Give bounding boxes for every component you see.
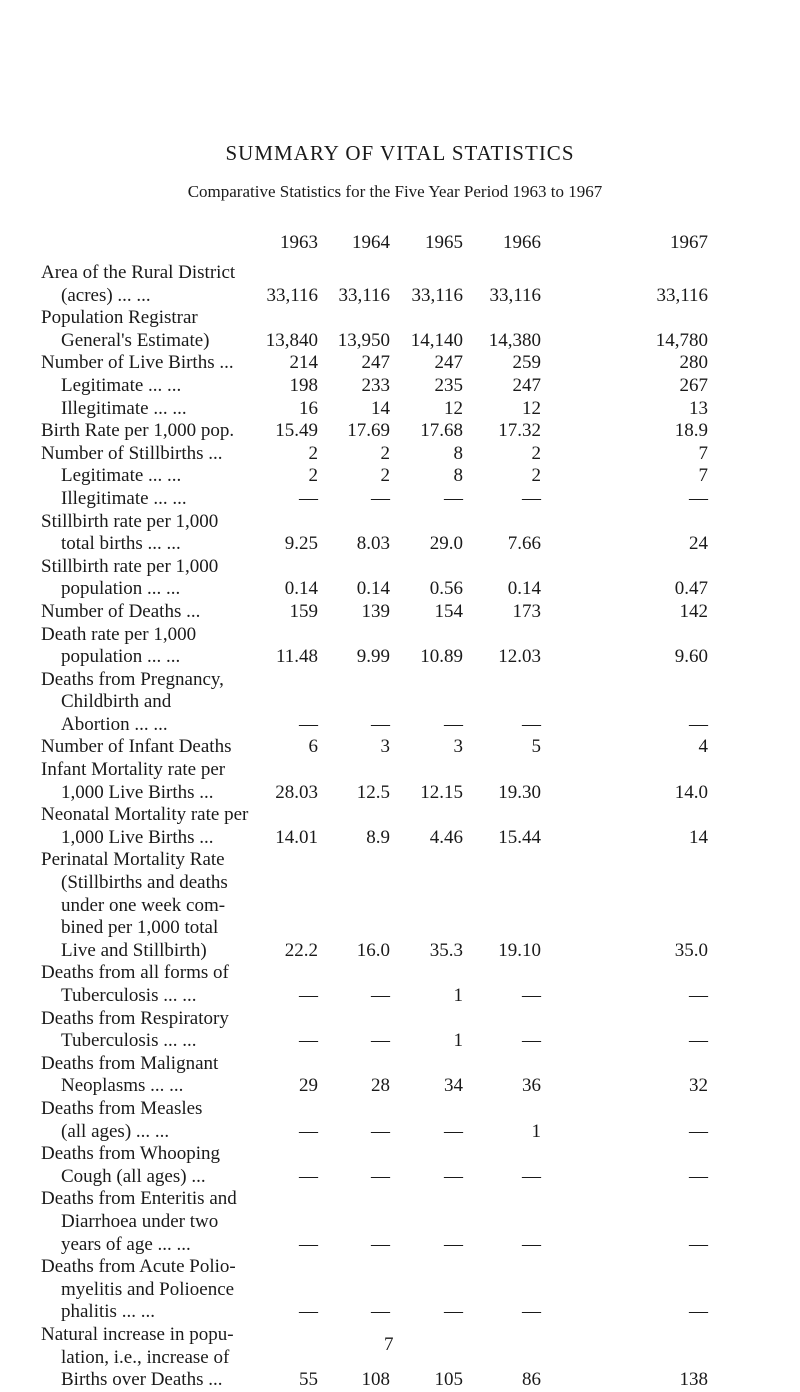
row-label-line: Deaths from Acute Polio- (41, 1256, 236, 1278)
cell-value: 32 (689, 1075, 708, 1097)
row-label-line: 1,000 Live Births ... (61, 781, 214, 803)
cell-value: 19.10 (498, 939, 541, 961)
row-label-line: Stillbirth rate per 1,000 (41, 555, 219, 577)
table-row (0, 601, 800, 624)
cell-value: — (522, 985, 541, 1006)
cell-value: — (522, 1233, 541, 1255)
table-row (0, 443, 800, 466)
row-label-line: population ... ... (61, 646, 181, 668)
cell-value: 17.68 (420, 420, 463, 442)
table-row (0, 849, 800, 962)
cell-value: 14.01 (275, 826, 318, 848)
cell-value: 35.0 (674, 939, 708, 961)
cell-value: — (299, 985, 318, 1006)
cell-value: 267 (679, 374, 708, 396)
cell-value: 15.49 (275, 420, 318, 442)
cell-value: 16 (299, 397, 318, 419)
year-header: 1966 (503, 232, 541, 253)
cell-value: 19.30 (498, 781, 541, 803)
cell-value: 14,140 (410, 329, 463, 351)
cell-value: 12 (444, 397, 463, 419)
cell-value: 159 (289, 600, 318, 622)
cell-value: 12.5 (356, 781, 390, 803)
table-row (0, 962, 800, 1007)
cell-value: 0.14 (284, 578, 318, 600)
cell-value: — (522, 487, 541, 509)
row-label-line: Death rate per 1,000 (41, 623, 197, 645)
cell-value: 17.69 (347, 420, 390, 442)
row-label-line: bined per 1,000 total (61, 917, 219, 939)
cell-value: 2 (380, 465, 390, 487)
cell-value: — (371, 713, 390, 735)
cell-value: — (522, 1301, 541, 1323)
year-header: 1964 (352, 232, 390, 253)
row-label-line: Legitimate ... ... (61, 374, 182, 396)
cell-value: 10.89 (420, 646, 463, 668)
cell-value: 280 (679, 352, 708, 374)
table-row (0, 420, 800, 443)
cell-value: 8.9 (366, 826, 390, 848)
cell-value: — (371, 1165, 390, 1187)
cell-value: — (522, 1030, 541, 1052)
cell-value: 1 (453, 1030, 463, 1052)
cell-value: 24 (689, 533, 708, 555)
row-label-line: Area of the Rural District (41, 262, 236, 283)
cell-value: 33,116 (338, 284, 390, 306)
cell-value: 6 (308, 736, 318, 758)
cell-value: 3 (453, 736, 463, 758)
row-label-line: Natural increase in popu- (41, 1323, 234, 1345)
cell-value: 8 (453, 442, 463, 464)
cell-value: 14 (371, 397, 390, 419)
cell-value: 12 (522, 397, 541, 419)
table-row (0, 1188, 800, 1256)
cell-value: — (371, 487, 390, 509)
cell-value: 2 (531, 442, 541, 464)
cell-value: 198 (289, 374, 318, 396)
cell-value: — (299, 1165, 318, 1187)
table-row (0, 307, 800, 352)
cell-value: 1 (453, 985, 463, 1006)
table-row (0, 1256, 800, 1324)
cell-value: — (522, 713, 541, 735)
cell-value: 142 (679, 600, 708, 622)
table-row (0, 1008, 800, 1053)
cell-value: 139 (361, 600, 390, 622)
cell-value: 13 (689, 397, 708, 419)
cell-value: 233 (361, 374, 390, 396)
row-label-line: Number of Infant Deaths (41, 736, 232, 758)
cell-value: — (444, 487, 463, 509)
row-label-line: Birth Rate per 1,000 pop. (41, 420, 235, 442)
cell-value: 3 (380, 736, 390, 758)
cell-value: 33,116 (411, 284, 463, 306)
cell-value: 28.03 (275, 781, 318, 803)
row-label-line: Deaths from Malignant (41, 1052, 219, 1074)
cell-value: — (371, 1120, 390, 1142)
table-row (0, 669, 800, 737)
cell-value: — (444, 1233, 463, 1255)
cell-value: 5 (531, 736, 541, 758)
row-label-line: lation, i.e., increase of (61, 1346, 230, 1368)
cell-value: — (299, 1030, 318, 1052)
row-label-line: Births over Deaths ... (61, 1369, 223, 1391)
cell-value: — (299, 713, 318, 735)
cell-value: — (299, 1120, 318, 1142)
row-label-line: Deaths from Enteritis and (41, 1188, 237, 1210)
cell-value: 29.0 (429, 533, 463, 555)
table-row (0, 465, 800, 488)
row-label-line: under one week com- (61, 894, 226, 916)
cell-value: 154 (434, 600, 463, 622)
cell-value: 13,950 (337, 329, 390, 351)
cell-value: 1 (531, 1120, 541, 1142)
cell-value: 14.0 (674, 781, 708, 803)
cell-value: 36 (522, 1075, 541, 1097)
row-label-line: Illegitimate ... ... (61, 397, 187, 419)
cell-value: 8 (453, 465, 463, 487)
cell-value: 14,380 (488, 329, 541, 351)
cell-value: 214 (289, 352, 318, 374)
cell-value: — (689, 1233, 708, 1255)
cell-value: 55 (299, 1369, 318, 1391)
cell-value: 4.46 (429, 826, 463, 848)
cell-value: 4 (698, 736, 708, 758)
row-label-line: Neonatal Mortality rate per (41, 804, 249, 826)
row-label-line: (all ages) ... ... (61, 1120, 170, 1142)
row-label-line: General's Estimate) (61, 329, 210, 351)
cell-value: 0.47 (674, 578, 708, 600)
vital-statistics-table (0, 232, 800, 1392)
cell-value: — (444, 1165, 463, 1187)
table-row (0, 262, 800, 307)
row-label-line: Deaths from Respiratory (41, 1007, 229, 1029)
table-row (0, 804, 800, 849)
cell-value: — (522, 1165, 541, 1187)
row-label-line: 1,000 Live Births ... (61, 826, 214, 848)
page-title: SUMMARY OF VITAL STATISTICS (225, 141, 575, 165)
cell-value: 7.66 (507, 533, 541, 555)
cell-value: 247 (361, 352, 390, 374)
cell-value: — (444, 1120, 463, 1142)
cell-value: 18.9 (674, 420, 708, 442)
cell-value: — (299, 1301, 318, 1323)
cell-value: 247 (434, 352, 463, 374)
row-label-line: phalitis ... ... (61, 1301, 155, 1323)
cell-value: 0.14 (507, 578, 541, 600)
cell-value: 173 (512, 600, 541, 622)
cell-value: 2 (531, 465, 541, 487)
row-label-line: Neoplasms ... ... (61, 1075, 184, 1097)
row-label-line: Tuberculosis ... ... (61, 985, 197, 1006)
row-label-line: Abortion ... ... (61, 713, 168, 735)
row-label-line: Number of Stillbirths ... (41, 442, 223, 464)
table-row (0, 488, 800, 511)
table-row (0, 352, 800, 375)
cell-value: — (689, 1030, 708, 1052)
table-row (0, 556, 800, 601)
cell-value: — (444, 713, 463, 735)
cell-value: — (371, 1233, 390, 1255)
year-header: 1967 (670, 232, 708, 253)
cell-value: 138 (679, 1369, 708, 1391)
row-label-line: Illegitimate ... ... (61, 487, 187, 509)
row-label-line: Tuberculosis ... ... (61, 1030, 197, 1052)
table-row (0, 1053, 800, 1098)
cell-value: — (689, 985, 708, 1006)
row-label-line: Deaths from Measles (41, 1097, 203, 1119)
page-subtitle: Comparative Statistics for the Five Year Period 1963 to 1967 (187, 182, 603, 201)
row-label-line: Deaths from all forms of (41, 962, 229, 984)
row-label-line: myelitis and Polioence (61, 1278, 235, 1300)
row-label-line: Population Registrar (41, 307, 198, 329)
cell-value: 9.99 (356, 646, 390, 668)
table-row (0, 511, 800, 556)
cell-value: 14 (689, 826, 708, 848)
cell-value: — (371, 985, 390, 1006)
row-label-line: Number of Deaths ... (41, 600, 201, 622)
cell-value: 12.15 (420, 781, 463, 803)
cell-value: 12.03 (498, 646, 541, 668)
table-row (0, 759, 800, 804)
table-row (0, 1098, 800, 1143)
page-number: 7 (384, 1334, 394, 1355)
cell-value: 235 (434, 374, 463, 396)
table-row (0, 736, 800, 759)
cell-value: — (444, 1301, 463, 1323)
table-row (0, 398, 800, 421)
cell-value: 33,116 (489, 284, 541, 306)
cell-value: 7 (698, 442, 708, 464)
row-label-line: Childbirth and (61, 691, 172, 713)
cell-value: 2 (380, 442, 390, 464)
cell-value: 105 (434, 1369, 463, 1391)
cell-value: 0.56 (429, 578, 463, 600)
cell-value: 11.48 (275, 646, 318, 668)
cell-value: 22.2 (284, 939, 318, 961)
cell-value: 17.32 (498, 420, 541, 442)
row-label-line: Perinatal Mortality Rate (41, 849, 225, 871)
row-label-line: Cough (all ages) ... (61, 1165, 206, 1187)
row-label-line: Stillbirth rate per 1,000 (41, 510, 219, 532)
row-label-line: Infant Mortality rate per (41, 759, 226, 781)
cell-value: 86 (522, 1369, 541, 1391)
cell-value: 9.25 (284, 533, 318, 555)
cell-value: 0.14 (356, 578, 390, 600)
cell-value: 2 (308, 465, 318, 487)
cell-value: 8.03 (356, 533, 390, 555)
table-row (0, 1143, 800, 1188)
row-label-line: (Stillbirths and deaths (61, 872, 228, 894)
cell-value: 14,780 (655, 329, 708, 351)
cell-value: — (371, 1301, 390, 1323)
cell-value: 29 (299, 1075, 318, 1097)
table-row (0, 375, 800, 398)
year-header-row (0, 232, 800, 262)
cell-value: 15.44 (498, 826, 541, 848)
row-label-line: Number of Live Births ... (41, 352, 234, 374)
table-body (0, 262, 800, 1392)
row-label-line: Legitimate ... ... (61, 465, 182, 487)
cell-value: 28 (371, 1075, 390, 1097)
cell-value: 108 (361, 1369, 390, 1391)
cell-value: — (689, 1165, 708, 1187)
cell-value: 7 (698, 465, 708, 487)
row-label-line: (acres) ... ... (61, 284, 151, 306)
row-label-line: total births ... ... (61, 533, 181, 555)
row-label-line: Diarrhoea under two (61, 1210, 219, 1232)
cell-value: 34 (444, 1075, 463, 1097)
table-row (0, 1324, 800, 1392)
cell-value: — (689, 1301, 708, 1323)
row-label-line: Live and Stillbirth) (61, 939, 207, 961)
cell-value: — (689, 713, 708, 735)
cell-value: — (689, 487, 708, 509)
cell-value: — (689, 1120, 708, 1142)
cell-value: 2 (308, 442, 318, 464)
cell-value: 13,840 (265, 329, 318, 351)
cell-value: 16.0 (356, 939, 390, 961)
year-header: 1963 (280, 232, 318, 253)
cell-value: 33,116 (266, 284, 318, 306)
year-header: 1965 (425, 232, 463, 253)
cell-value: 33,116 (656, 284, 708, 306)
row-label-line: Deaths from Whooping (41, 1143, 221, 1165)
cell-value: — (371, 1030, 390, 1052)
cell-value: — (299, 1233, 318, 1255)
cell-value: — (299, 487, 318, 509)
row-label-line: Deaths from Pregnancy, (41, 668, 224, 690)
table-row (0, 624, 800, 669)
cell-value: 35.3 (429, 939, 463, 961)
cell-value: 9.60 (674, 646, 708, 668)
row-label-line: years of age ... ... (61, 1233, 191, 1255)
cell-value: 259 (512, 352, 541, 374)
row-label-line: population ... ... (61, 578, 181, 600)
cell-value: 247 (512, 374, 541, 396)
